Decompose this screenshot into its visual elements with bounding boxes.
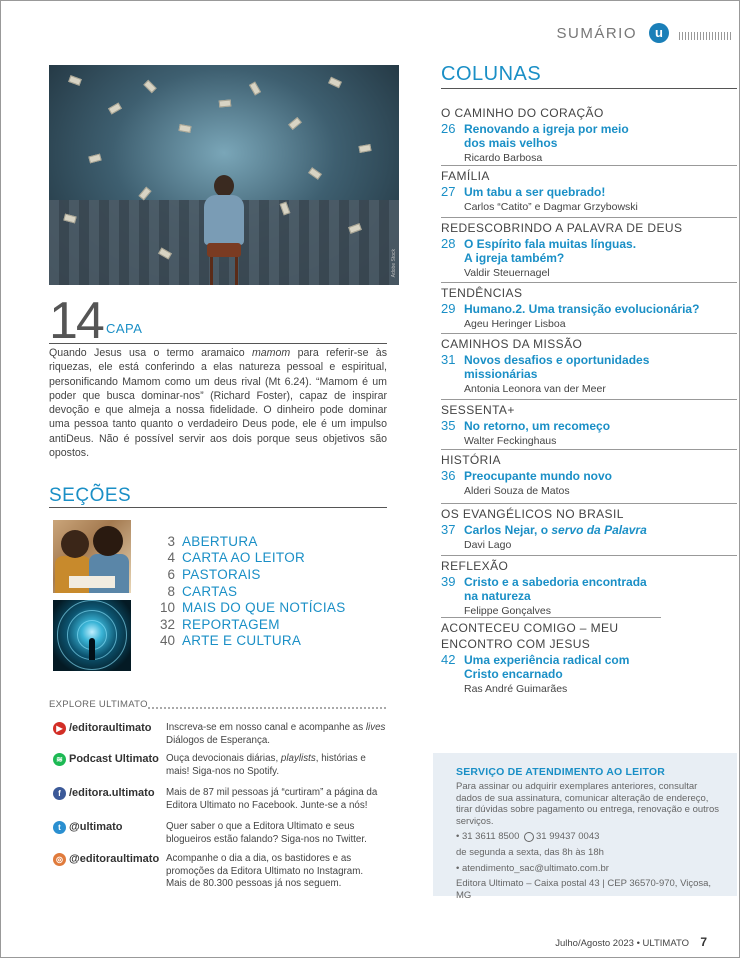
section-page: 3 — [167, 533, 175, 549]
column-entry[interactable] — [441, 282, 737, 332]
figure-head — [61, 530, 89, 558]
phone[interactable]: • 31 3611 8500 — [456, 831, 520, 843]
money-bill — [88, 154, 101, 164]
title-line: A igreja também? — [464, 251, 565, 265]
column-page: 31 — [441, 352, 456, 367]
footer-issue: Julho/Agosto 2023 • ULTIMATO — [555, 938, 689, 949]
column-category: ACONTECEU COMIGO – MEU ENCONTRO COM JESUS — [441, 621, 619, 651]
social-item-twitter[interactable] — [53, 821, 386, 846]
column-page: 27 — [441, 184, 456, 199]
section-item[interactable] — [141, 533, 346, 550]
person-head — [214, 175, 234, 197]
desc-emphasis: lives — [365, 722, 386, 733]
column-title[interactable] — [464, 523, 737, 537]
social-handle[interactable]: @ultimato — [69, 821, 123, 833]
service-address: Editora Ultimato – Caixa postal 43 | CEP 36570-970, Viçosa, MG — [456, 878, 712, 901]
sections-heading: SEÇÕES — [49, 485, 132, 506]
desc-part: Diálogos de Esperança. — [166, 734, 271, 746]
money-bill — [178, 124, 191, 133]
sections-list — [141, 533, 346, 649]
column-title[interactable] — [464, 237, 737, 265]
section-label: ABERTURA — [182, 533, 258, 549]
money-bill — [143, 80, 156, 93]
seated-man — [199, 175, 249, 285]
column-entry[interactable] — [441, 503, 737, 553]
book — [69, 576, 115, 588]
money-bill — [219, 99, 232, 107]
column-page: 26 — [441, 121, 456, 136]
section-label: CARTA AO LEITOR — [182, 550, 306, 566]
section-page: 10 — [159, 600, 175, 616]
service-hours: de segunda a sexta, das 8h às 18h — [456, 846, 604, 858]
person-torso — [204, 195, 244, 245]
title-line: missionárias — [464, 367, 538, 381]
social-description — [166, 722, 386, 747]
column-entry[interactable] — [441, 217, 737, 281]
column-title[interactable] — [464, 653, 661, 681]
desc-part: , histórias e mais! Siga-nos no Spotify. — [166, 753, 366, 777]
cover-label[interactable]: CAPA — [106, 321, 143, 336]
money-bill — [68, 75, 82, 86]
desc-part: Ouça devocionais diárias, — [166, 753, 281, 764]
cover-summary-part: para referir-se às riquezas, ele está conferindo a elas natureza pessoal e espiritual, personificando Mamom como um deus rival (Mt 6.24). “Mamom é um poder que busca dominar-nos” (Richard Foster), capaz de inspirar devoção e que almeja a nossa fidelidade. O dinheiro pode dominar uma pessoa tanto quanto o verdadeiro Deus pode, ele é um impulso antiDeus. Não é possível servir aos dois porque seus objetivos são opostos. — [49, 347, 387, 460]
phone-whatsapp[interactable]: 31 99437 0043 — [536, 831, 600, 843]
title-line: Uma experiência radical com — [464, 653, 630, 667]
column-title[interactable]: Um tabu a ser quebrado! — [464, 185, 606, 199]
divider — [441, 88, 737, 89]
column-category: FAMÍLIA — [441, 169, 490, 183]
column-entry[interactable] — [441, 399, 737, 449]
section-page: 40 — [159, 633, 175, 649]
money-bill — [328, 77, 342, 88]
column-page: 42 — [441, 652, 456, 667]
column-page: 35 — [441, 418, 456, 433]
section-item[interactable] — [141, 616, 346, 633]
title-line: na natureza — [464, 589, 531, 603]
chair-leg — [210, 257, 213, 285]
dotted-divider — [148, 707, 386, 709]
column-title[interactable]: Preocupante mundo novo — [464, 469, 613, 483]
section-item[interactable] — [141, 599, 346, 616]
section-page: 6 — [167, 566, 175, 582]
money-bill — [138, 187, 151, 201]
money-bill — [308, 167, 322, 180]
ruler-decoration — [679, 32, 731, 40]
column-author: Ageu Heringer Lisboa — [464, 318, 566, 330]
social-handle[interactable]: /editora.ultimato — [69, 787, 155, 799]
instagram-icon: ◎ — [53, 853, 66, 866]
social-description: Acompanhe o dia a dia, os bastidores e as promoções da Editora Ultimato no Instagram. Mais de 80.300 pessoas já nos seguem. — [166, 853, 364, 889]
title-line: Novos desafios e oportunidades — [464, 353, 650, 367]
title-line: Cristo encarnado — [464, 667, 563, 681]
social-description: Mais de 87 mil pessoas já “curtiram” a página da Editora Ultimato no Facebook. Junte-se a nós! — [166, 787, 378, 811]
column-category: REDESCOBRINDO A PALAVRA DE DEUS — [441, 221, 683, 235]
service-phones — [456, 831, 722, 843]
section-item[interactable] — [141, 633, 346, 650]
cover-summary-part: Quando Jesus usa o termo aramaico — [49, 347, 252, 359]
column-category: REFLEXÃO — [441, 559, 509, 573]
social-item-instagram[interactable] — [53, 853, 386, 891]
section-page: 8 — [167, 583, 175, 599]
social-item-spotify[interactable] — [53, 753, 386, 778]
page-title: SUMÁRIO — [556, 24, 637, 42]
chair-leg — [235, 257, 238, 285]
whatsapp-icon — [524, 832, 534, 842]
cover-image — [49, 65, 399, 285]
cover-page-number: 14 — [49, 292, 103, 350]
page-number: 7 — [700, 935, 707, 949]
column-category: HISTÓRIA — [441, 453, 501, 467]
column-author: Antonia Leonora van der Meer — [464, 383, 606, 395]
column-title[interactable] — [464, 353, 737, 381]
photo-credit: Adobe Stock — [391, 248, 397, 277]
explore-heading: EXPLORE ULTIMATO — [49, 699, 148, 710]
section-label: PASTORAIS — [182, 566, 261, 582]
youtube-icon: ▶ — [53, 722, 66, 735]
column-page: 39 — [441, 574, 456, 589]
section-label: ARTE E CULTURA — [182, 633, 302, 649]
column-entry[interactable] — [441, 333, 737, 397]
column-category: TENDÊNCIAS — [441, 286, 523, 300]
facebook-icon: f — [53, 787, 66, 800]
column-entry[interactable] — [441, 555, 737, 619]
column-author: Ricardo Barbosa — [464, 152, 543, 164]
section-label: MAIS DO QUE NOTÍCIAS — [182, 600, 346, 616]
column-entry[interactable] — [441, 165, 737, 215]
column-page: 28 — [441, 236, 456, 251]
chair-seat — [207, 243, 241, 257]
section-item[interactable] — [141, 550, 346, 567]
social-handle[interactable]: Podcast Ultimato — [69, 753, 159, 765]
title-part: Carlos Nejar, o — [464, 523, 552, 537]
column-author: Ras André Guimarães — [464, 683, 568, 695]
column-title[interactable]: Humano.2. Uma transição evolucionária? — [464, 302, 700, 316]
twitter-icon: t — [53, 821, 66, 834]
figure-head — [93, 526, 123, 556]
title-line: Renovando a igreja por meio — [464, 122, 629, 136]
column-entry[interactable] — [441, 449, 737, 499]
columns-heading: COLUNAS — [441, 63, 542, 85]
section-item[interactable] — [141, 583, 346, 600]
column-title[interactable]: No retorno, um recomeço — [464, 419, 611, 433]
title-line: Cristo e a sabedoria encontrada — [464, 575, 647, 589]
column-category: SESSENTA+ — [441, 403, 515, 417]
column-author: Carlos “Catito” e Dagmar Grzybowski — [464, 201, 638, 213]
column-entry[interactable] — [441, 105, 737, 166]
column-page: 29 — [441, 301, 456, 316]
desc-emphasis: playlists — [280, 753, 316, 764]
column-title[interactable] — [464, 122, 737, 150]
header — [556, 23, 669, 43]
title-emphasis: servo da Palavra — [551, 523, 647, 537]
money-bill — [358, 144, 371, 153]
column-page: 36 — [441, 468, 456, 483]
sections-thumbnail-reading — [53, 520, 131, 593]
ultimato-logo-badge: u — [649, 23, 669, 43]
column-category: CAMINHOS DA MISSÃO — [441, 337, 583, 351]
column-category: OS EVANGÉLICOS NO BRASIL — [441, 507, 624, 521]
money-bill — [249, 82, 261, 96]
column-title[interactable] — [464, 575, 737, 603]
section-label: CARTAS — [182, 583, 238, 599]
column-author: Davi Lago — [464, 539, 512, 551]
money-bill — [108, 102, 122, 114]
divider — [49, 507, 387, 508]
cover-summary-emphasis: mamom — [251, 347, 291, 359]
divider — [49, 343, 387, 344]
social-handle[interactable]: @editoraultimato — [69, 853, 160, 865]
service-description: Para assinar ou adquirir exemplares anteriores, consultar dados de sua assinatura, comunicar alteração de endereço, tirar dúvidas sobre pagamento ou entrega, renovação e outros serviços. — [456, 781, 719, 827]
money-bill — [288, 117, 302, 130]
column-author: Valdir Steuernagel — [464, 267, 550, 279]
desc-part: Inscreva-se em nosso canal e acompanhe as — [166, 722, 366, 733]
social-description: Quer saber o que a Editora Ultimato e seus blogueiros estão falando? Siga-nos no Twitter. — [166, 821, 367, 845]
column-author: Felippe Gonçalves — [464, 605, 551, 617]
silhouette — [89, 638, 95, 660]
title-line: dos mais velhos — [464, 136, 558, 150]
cover-summary — [49, 346, 387, 460]
column-author: Walter Feckinghaus — [464, 435, 557, 447]
social-item-youtube[interactable] — [53, 722, 386, 747]
section-page: 4 — [167, 550, 175, 566]
service-email[interactable]: • atendimento_sac@ultimato.com.br — [456, 862, 609, 874]
social-item-facebook[interactable] — [53, 787, 386, 812]
section-label: REPORTAGEM — [182, 616, 280, 632]
social-description — [166, 753, 386, 778]
spotify-icon: ≋ — [53, 753, 66, 766]
reader-service-box — [433, 753, 737, 901]
section-item[interactable] — [141, 566, 346, 583]
column-author: Alderi Souza de Matos — [464, 485, 570, 497]
social-handle[interactable]: /editoraultimato — [69, 722, 152, 734]
column-entry[interactable] — [441, 617, 661, 697]
title-line: O Espírito fala muitas línguas. — [464, 237, 637, 251]
column-category: O CAMINHO DO CORAÇÃO — [441, 106, 604, 120]
section-page: 32 — [159, 616, 175, 632]
sections-thumbnail-portal — [53, 600, 131, 671]
column-page: 37 — [441, 522, 456, 537]
service-title: SERVIÇO DE ATENDIMENTO AO LEITOR — [456, 766, 666, 778]
